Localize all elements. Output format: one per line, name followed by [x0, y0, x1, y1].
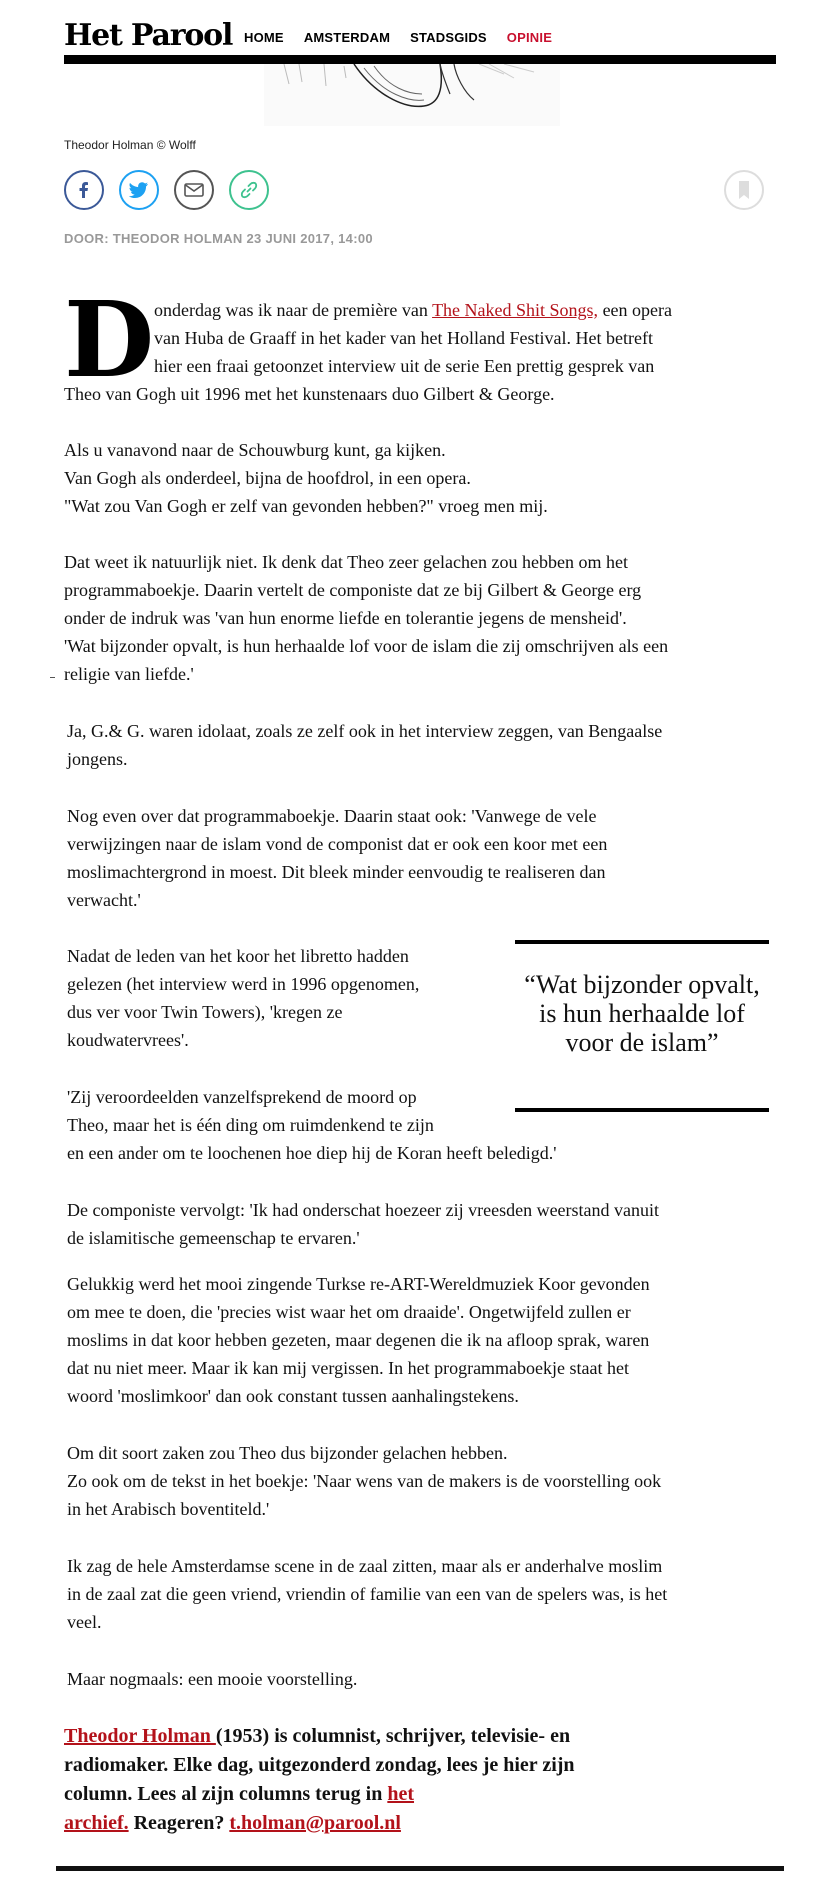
paragraph-5-line-1: Nog even over dat programmaboekje. Daarin staat ook: 'Vanwege de vele: [67, 806, 597, 826]
paragraph-1-line-4: Theo van Gogh uit 1996 met het kunstenaars duo Gilbert & George.: [64, 384, 555, 404]
paragraph-4-line-2: jongens.: [67, 749, 128, 769]
paragraph-5-line-3: moslimachtergrond in moest. Dit bleek minder eenvoudig te realiseren dan: [67, 862, 606, 882]
pull-quote-text: “Wat bijzonder opvalt, is hun herhaalde lof voor de islam”: [524, 970, 760, 1057]
paragraph-6-line-2: gelezen (het interview werd in 1996 opgenomen,: [67, 974, 420, 994]
bio-line-3: [64, 1780, 684, 1809]
share-bar: [64, 170, 776, 214]
share-link-button[interactable]: [229, 170, 269, 210]
paragraph-9-line-1: Gelukkig werd het mooi zingende Turkse re-ART-Wereldmuziek Koor gevonden: [67, 1274, 650, 1294]
paragraph-7-line-2: Theo, maar het is één ding om ruimdenkend te zijn: [67, 1115, 434, 1135]
paragraph-12-line-1: Maar nogmaals: een mooie voorstelling.: [67, 1669, 358, 1689]
paragraph-4-line-1: Ja, G.& G. waren idolaat, zoals ze zelf ook in het interview zeggen, van Bengaalse: [67, 721, 663, 741]
margin-mark: [50, 677, 55, 678]
author-bio: [64, 1722, 684, 1838]
paragraph-6-line-4: koudwatervrees'.: [67, 1030, 189, 1050]
paragraph-11-line-1: Ik zag de hele Amsterdamse scene in de zaal zitten, maar als er anderhalve moslim: [67, 1556, 663, 1576]
paragraph-6-line-3: dus ver voor Twin Towers), 'kregen ze: [67, 1002, 343, 1022]
pull-quote: [515, 940, 769, 1112]
nav-stadsgids[interactable]: STADSGIDS: [410, 30, 487, 45]
paragraph-11-line-2: in de zaal zat die geen vriend, vriendin of familie van een van de spelers was, is het: [67, 1584, 668, 1604]
archive-link-part-2[interactable]: archief.: [64, 1812, 129, 1834]
paragraph-7-line-3: en een ander om te loochenen hoe diep hij de Koran heeft beledigd.': [67, 1143, 557, 1163]
paragraph-3-line-4: 'Wat bijzonder opvalt, is hun herhaalde lof voor de islam die zij omschrijven als een: [64, 636, 669, 656]
bookmark-button[interactable]: [724, 170, 764, 210]
bio-line-2: radiomaker. Elke dag, uitgezonderd zondag, lees je hier zijn: [64, 1754, 575, 1776]
share-facebook-button[interactable]: [64, 170, 104, 210]
paragraph-2-line-3: "Wat zou Van Gogh er zelf van gevonden hebben?" vroeg men mij.: [64, 496, 548, 516]
header-divider: [64, 55, 776, 64]
paragraph-9-line-3: moslims in dat koor hebben gezeten, maar degenen die ik na afloop sprak, waren: [67, 1330, 650, 1350]
nav-amsterdam[interactable]: AMSTERDAM: [303, 30, 391, 45]
text-span: (1953) is columnist, schrijver, televisie- en: [215, 1725, 571, 1747]
paragraph-1-line-3: hier een fraai getoonzet interview uit de serie Een prettig gesprek van: [154, 356, 655, 376]
text-span: column. Lees al zijn columns terug in: [64, 1783, 388, 1805]
archive-link-part-1[interactable]: het: [387, 1783, 415, 1805]
bookmark-icon: [737, 180, 751, 200]
author-name-link[interactable]: Theodor Holman: [64, 1725, 216, 1747]
link-icon: [239, 180, 259, 200]
main-nav: [244, 30, 552, 45]
footer-divider: [56, 1866, 784, 1871]
paragraph-10-line-3: in het Arabisch boventiteld.': [67, 1499, 270, 1519]
bio-line-1: [64, 1722, 684, 1751]
facebook-icon: [75, 181, 93, 199]
drop-cap: D: [64, 278, 155, 401]
paragraph-1-line-2: van Huba de Graaff in het kader van het Holland Festival. Het betreft: [154, 328, 653, 348]
hero-illustration: [264, 64, 560, 126]
paragraph-3-line-2: programmaboekje. Daarin vertelt de componiste dat ze bij Gilbert & George erg: [64, 580, 642, 600]
nav-home[interactable]: HOME: [244, 30, 284, 45]
paragraph-3-line-1: Dat weet ik natuurlijk niet. Ik denk dat Theo zeer gelachen zou hebben om het: [64, 552, 628, 572]
share-twitter-button[interactable]: [119, 170, 159, 210]
paragraph-6-line-1: Nadat de leden van het koor het libretto hadden: [67, 946, 409, 966]
twitter-icon: [129, 181, 149, 199]
site-logo[interactable]: Het Parool: [64, 18, 233, 53]
text-span: een opera: [598, 300, 673, 320]
paragraph-9-line-4: dat nu niet meer. Maar ik kan mij vergissen. In het programmaboekje staat het: [67, 1358, 629, 1378]
paragraph-9-line-2: om mee te doen, die 'precies wist waar het om draaide'. Ongetwijfeld zullen er: [67, 1302, 631, 1322]
nav-opinie[interactable]: OPINIE: [506, 30, 553, 45]
paragraph-1-line-1: [154, 296, 672, 325]
pull-quote-bottom-rule: [515, 1108, 769, 1112]
paragraph-9-line-5: woord 'moslimkoor' dan ook constant tussen aanhalingstekens.: [67, 1386, 519, 1406]
paragraph-7-line-1: 'Zij veroordeelden vanzelfsprekend de moord op: [67, 1087, 417, 1107]
paragraph-11-line-3: veel.: [67, 1612, 102, 1632]
author-email-link[interactable]: t.holman@parool.nl: [229, 1812, 401, 1834]
paragraph-10-line-1: Om dit soort zaken zou Theo dus bijzonder gelachen hebben.: [67, 1443, 508, 1463]
paragraph-3-line-5: religie van liefde.': [64, 664, 194, 684]
paragraph-3-line-3: onder de indruk was 'van hun enorme liefde en tolerantie jegens de mensheid'.: [64, 608, 627, 628]
paragraph-10-line-2: Zo ook om de tekst in het boekje: 'Naar wens van de makers is de voorstelling ook: [67, 1471, 662, 1491]
paragraph-8-line-1: De componiste vervolgt: 'Ik had onderschat hoezeer zij vreesden weerstand vanuit: [67, 1200, 660, 1220]
mail-icon: [184, 182, 204, 198]
share-mail-button[interactable]: [174, 170, 214, 210]
bio-line-4: [64, 1809, 684, 1838]
article-byline: DOOR: THEODOR HOLMAN 23 JUNI 2017, 14:00: [64, 231, 373, 246]
naked-shit-songs-link[interactable]: The Naked Shit Songs,: [432, 300, 599, 320]
image-caption: Theodor Holman © Wolff: [64, 138, 196, 152]
text-span: onderdag was ik naar de première van: [154, 300, 433, 320]
paragraph-8-line-2: de islamitische gemeenschap te ervaren.': [67, 1228, 360, 1248]
pull-quote-top-rule: [515, 940, 769, 944]
text-span: Reageren?: [128, 1812, 230, 1834]
paragraph-5-line-4: verwacht.': [67, 890, 141, 910]
paragraph-5-line-2: verwijzingen naar de islam vond de componist dat er ook een koor met een: [67, 834, 608, 854]
paragraph-2-line-2: Van Gogh als onderdeel, bijna de hoofdrol, in een opera.: [64, 468, 471, 488]
paragraph-2-line-1: Als u vanavond naar de Schouwburg kunt, ga kijken.: [64, 440, 446, 460]
